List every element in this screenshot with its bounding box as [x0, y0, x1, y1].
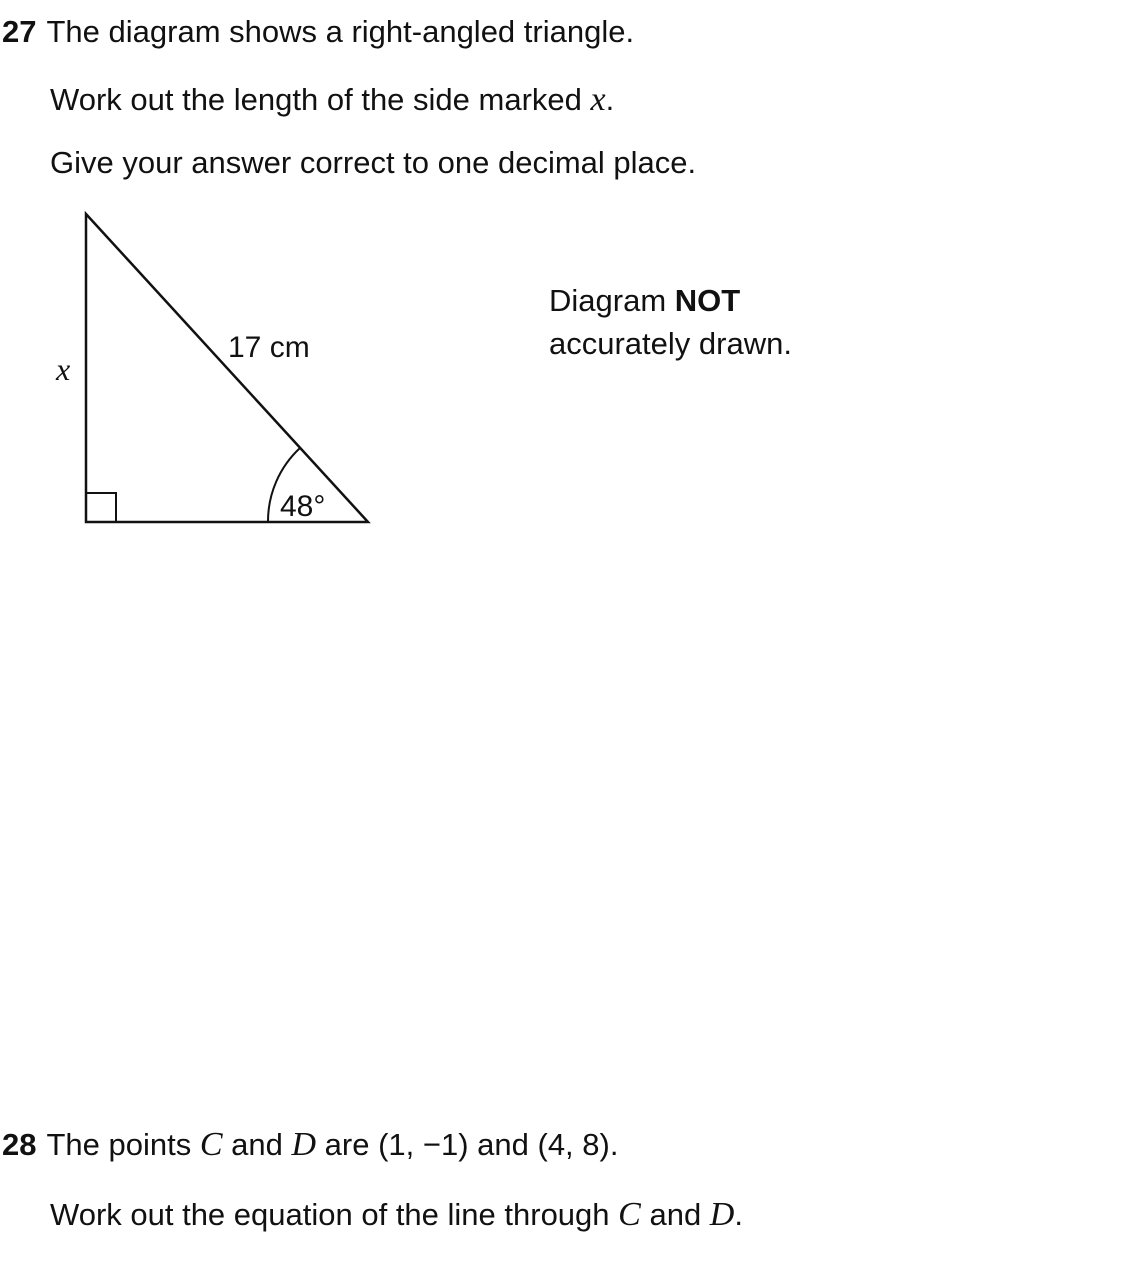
q27-line3: Give your answer correct to one decimal place.	[50, 145, 697, 180]
triangle-diagram	[40, 200, 400, 540]
q28-text-b: and	[222, 1127, 292, 1162]
q27-variable-x: x	[590, 81, 606, 118]
q27-instruction-end: .	[605, 82, 615, 117]
q28-instruction-variable-c: C	[618, 1196, 641, 1233]
diagram-note-line2: accurately drawn.	[549, 326, 792, 361]
right-angle-marker	[86, 493, 116, 522]
q28-line1	[2, 1125, 618, 1165]
question-number-28: 28	[2, 1127, 37, 1162]
q28-text-a: The points	[46, 1127, 200, 1162]
q28-text-c: are (1, −1) and (4, 8).	[316, 1127, 619, 1162]
q27-instruction-text: Work out the length of the side marked	[50, 82, 591, 117]
q28-line2	[50, 1195, 743, 1235]
triangle-outline	[86, 214, 368, 522]
hypotenuse-label: 17 cm	[228, 331, 310, 364]
q27-line1	[2, 12, 634, 52]
diagram-note-line1	[549, 279, 792, 322]
question-number-27: 27	[2, 14, 37, 49]
diagram-note-prefix: Diagram	[549, 283, 675, 318]
diagram-note-bold: NOT	[674, 283, 741, 318]
q27-intro-text: The diagram shows a right-angled triangle.	[46, 14, 635, 49]
q28-instruction-c: .	[734, 1197, 743, 1232]
q27-line2	[50, 80, 614, 120]
angle-label: 48°	[280, 490, 326, 523]
q28-variable-c: C	[199, 1126, 223, 1163]
q28-instruction-b: and	[640, 1197, 710, 1232]
q28-instruction-a: Work out the equation of the line through	[50, 1197, 619, 1232]
side-label-x: x	[56, 351, 71, 387]
q28-instruction-variable-d: D	[709, 1196, 735, 1233]
diagram-note	[549, 279, 792, 365]
q28-variable-d: D	[291, 1126, 317, 1163]
